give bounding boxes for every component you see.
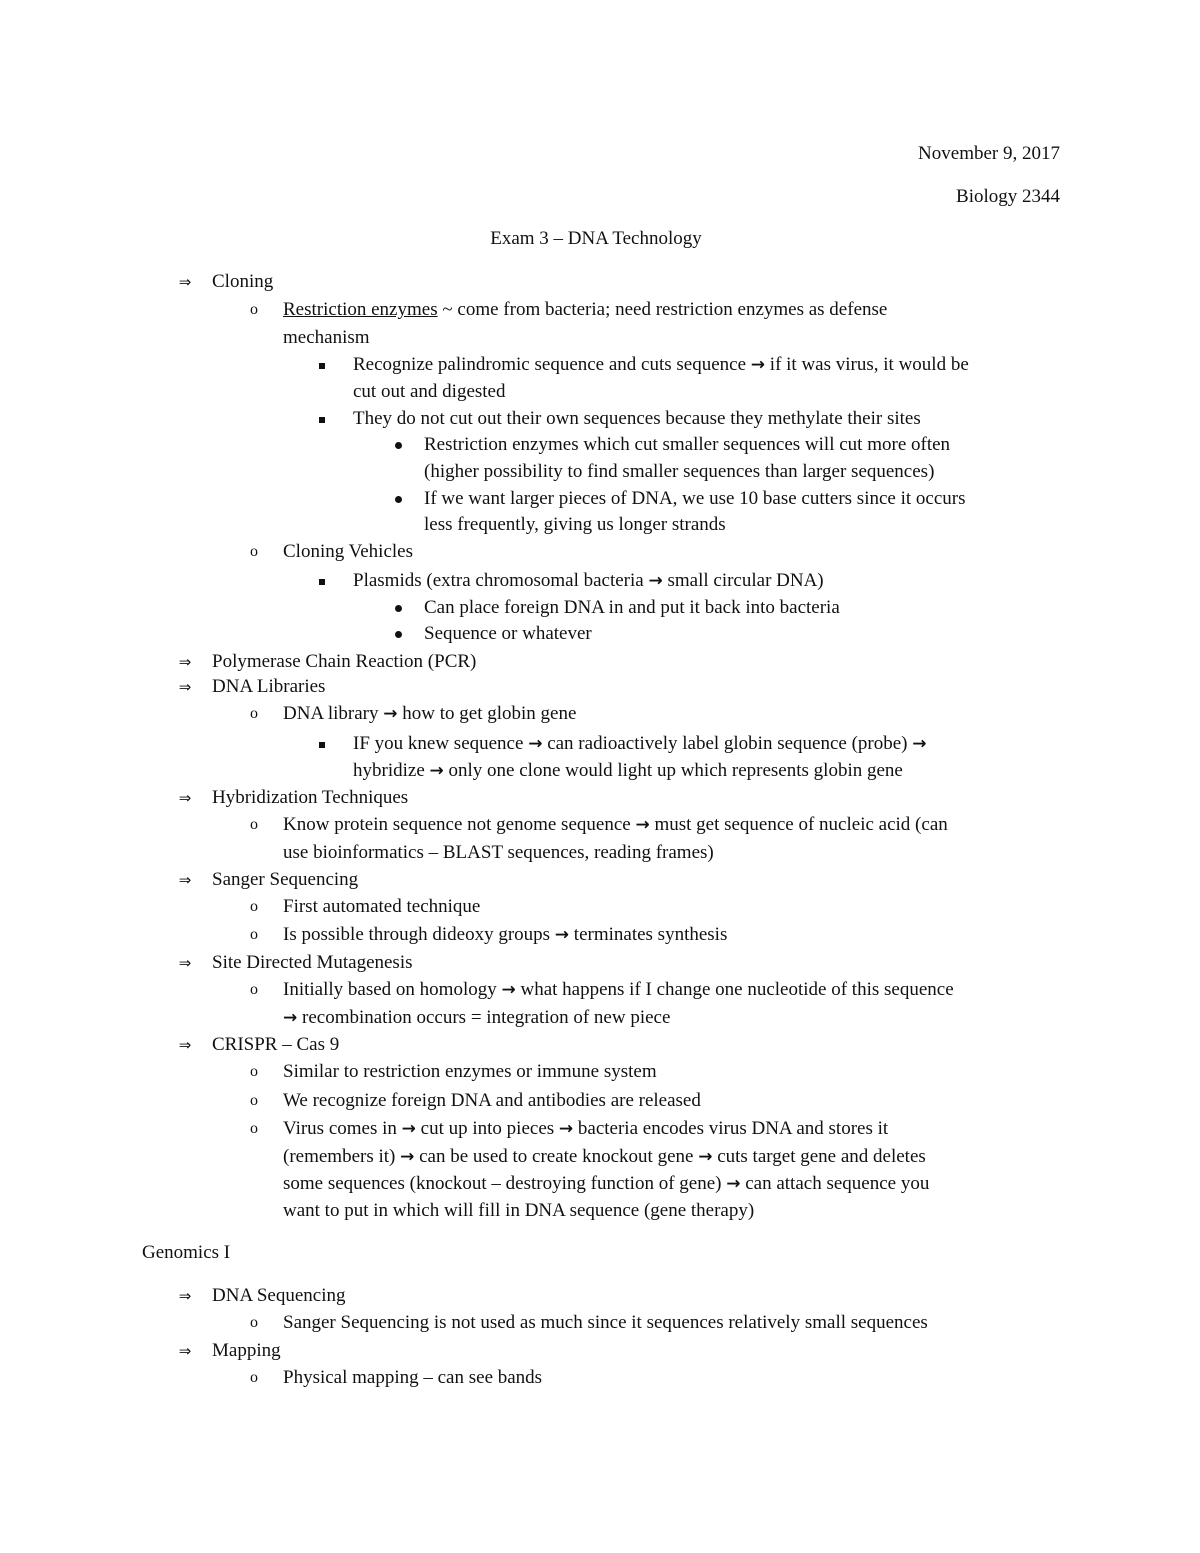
- dot-bullet-marker: [392, 487, 404, 511]
- square-bullet-marker: [317, 407, 327, 431]
- homology-line: [283, 978, 954, 1002]
- outline-heading-cloning: Cloning: [212, 271, 274, 292]
- square-bullet-marker: [317, 569, 327, 593]
- circle-bullet-marker: o: [250, 1369, 258, 1386]
- smaller-sequences-continued: (higher possibility to find smaller sequences than larger sequences): [424, 461, 935, 482]
- text-segment: can radioactively label globin sequence (probe): [542, 733, 913, 754]
- restriction-enzymes-definition: ~ come from bacteria; need restriction enzymes as defense: [437, 299, 888, 320]
- arrow-icon: →: [726, 1174, 741, 1194]
- text-segment: bacteria encodes virus DNA and stores it: [573, 1118, 889, 1139]
- circle-bullet-marker: o: [250, 1063, 258, 1080]
- square-bullet-marker: [317, 353, 327, 377]
- restriction-enzymes-term: Restriction enzymes: [283, 299, 438, 320]
- arrow-icon: →: [648, 571, 663, 591]
- text-segment: hybridize: [353, 760, 430, 781]
- section-heading-genomics: Genomics I: [142, 1242, 231, 1263]
- text-segment: Virus comes in: [283, 1118, 402, 1139]
- globin-probe-line: [353, 732, 927, 756]
- virus-line-4: want to put in which will fill in DNA sequence (gene therapy): [283, 1200, 755, 1221]
- level1-arrow-marker: ⇒: [178, 678, 192, 696]
- virus-line-2: [283, 1145, 926, 1169]
- cloning-vehicles-heading: Cloning Vehicles: [283, 541, 414, 562]
- dot-bullet-marker: [392, 596, 404, 620]
- dot-bullet-marker: [392, 622, 404, 646]
- level1-arrow-marker: ⇒: [178, 1342, 192, 1360]
- text-segment: only one clone would light up which represents globin gene: [443, 760, 903, 781]
- homology-continued: [283, 1006, 670, 1030]
- restriction-enzymes-line: [283, 298, 887, 322]
- palindromic-line: [353, 353, 969, 377]
- course-name: Biology 2344: [956, 186, 1060, 207]
- arrow-icon: →: [401, 1119, 416, 1139]
- sequence-whatever-line: Sequence or whatever: [424, 623, 592, 644]
- outline-heading-hybridization: Hybridization Techniques: [212, 787, 409, 808]
- text-segment: Know protein sequence not genome sequence: [283, 814, 636, 835]
- circle-bullet-marker: o: [250, 543, 258, 560]
- virus-line-3: [283, 1172, 929, 1196]
- arrow-icon: →: [383, 704, 398, 724]
- level1-arrow-marker: ⇒: [178, 273, 192, 291]
- level1-arrow-marker: ⇒: [178, 789, 192, 807]
- level1-arrow-marker: ⇒: [178, 653, 192, 671]
- text-segment: (remembers it): [283, 1146, 401, 1167]
- text-segment: how to get globin gene: [397, 703, 577, 724]
- text-segment: Recognize palindromic sequence and cuts sequence: [353, 354, 751, 375]
- text-segment: Is possible through dideoxy groups: [283, 924, 555, 945]
- level1-arrow-marker: ⇒: [178, 871, 192, 889]
- sanger-not-used-line: Sanger Sequencing is not used as much since it sequences relatively small sequences: [283, 1312, 928, 1333]
- circle-bullet-marker: o: [250, 898, 258, 915]
- immune-system-line: Similar to restriction enzymes or immune system: [283, 1061, 657, 1082]
- circle-bullet-marker: o: [250, 1092, 258, 1109]
- text-segment: cut up into pieces: [415, 1118, 559, 1139]
- text-segment: some sequences (knockout – destroying function of gene): [283, 1173, 727, 1194]
- arrow-icon: →: [283, 1008, 298, 1028]
- circle-bullet-marker: o: [250, 705, 258, 722]
- text-segment: terminates synthesis: [569, 924, 728, 945]
- protein-sequence-continued: use bioinformatics – BLAST sequences, reading frames): [283, 842, 714, 863]
- globin-probe-continued: [353, 759, 903, 783]
- outline-heading-crispr: CRISPR – Cas 9: [212, 1034, 340, 1055]
- arrow-icon: →: [912, 734, 927, 754]
- level1-arrow-marker: ⇒: [178, 954, 192, 972]
- base-cutters-line: If we want larger pieces of DNA, we use 10 base cutters since it occurs: [424, 488, 966, 509]
- restriction-enzymes-continued: mechanism: [283, 327, 370, 348]
- automated-technique-line: First automated technique: [283, 896, 481, 917]
- date: November 9, 2017: [918, 143, 1060, 164]
- level1-arrow-marker: ⇒: [178, 1287, 192, 1305]
- square-bullet-marker: [317, 732, 327, 756]
- arrow-icon: →: [750, 355, 766, 375]
- text-segment: small circular DNA): [662, 570, 824, 591]
- text-segment: must get sequence of nucleic acid (can: [649, 814, 948, 835]
- outline-heading-dna-sequencing: DNA Sequencing: [212, 1285, 346, 1306]
- arrow-icon: →: [400, 1147, 415, 1167]
- foreign-dna-line: Can place foreign DNA in and put it back into bacteria: [424, 597, 840, 618]
- text-segment: Plasmids (extra chromosomal bacteria: [353, 570, 649, 591]
- arrow-icon: →: [635, 815, 650, 835]
- text-segment: can be used to create knockout gene: [414, 1146, 699, 1167]
- text-segment: what happens if I change one nucleotide of this sequence: [515, 979, 954, 1000]
- circle-bullet-marker: o: [250, 1314, 258, 1331]
- text-segment: cuts target gene and deletes: [712, 1146, 926, 1167]
- antibodies-line: We recognize foreign DNA and antibodies are released: [283, 1090, 701, 1111]
- methylate-line: They do not cut out their own sequences because they methylate their sites: [353, 408, 921, 429]
- plasmids-line: [353, 569, 824, 593]
- circle-bullet-marker: o: [250, 926, 258, 943]
- circle-bullet-marker: o: [250, 1120, 258, 1137]
- level1-arrow-marker: ⇒: [178, 1036, 192, 1054]
- outline-heading-mapping: Mapping: [212, 1340, 281, 1361]
- arrow-icon: →: [528, 734, 543, 754]
- protein-sequence-line: [283, 813, 948, 837]
- text-segment: IF you knew sequence: [353, 733, 529, 754]
- dna-library-line: [283, 702, 576, 726]
- outline-heading-pcr: Polymerase Chain Reaction (PCR): [212, 651, 477, 672]
- text-segment: Initially based on homology: [283, 979, 502, 1000]
- physical-mapping-line: Physical mapping – can see bands: [283, 1367, 543, 1388]
- dot-bullet-marker: [392, 433, 404, 457]
- arrow-icon: →: [554, 925, 570, 945]
- arrow-icon: →: [429, 761, 444, 781]
- circle-bullet-marker: o: [250, 816, 258, 833]
- text-segment: recombination occurs = integration of new piece: [297, 1007, 671, 1028]
- outline-heading-dna-libraries: DNA Libraries: [212, 676, 326, 697]
- arrow-icon: →: [501, 980, 516, 1000]
- smaller-sequences-line: Restriction enzymes which cut smaller sequences will cut more often: [424, 434, 951, 455]
- page-title: Exam 3 – DNA Technology: [490, 228, 702, 249]
- text-segment: can attach sequence you: [740, 1173, 930, 1194]
- arrow-icon: →: [698, 1147, 713, 1167]
- arrow-icon: →: [558, 1119, 574, 1139]
- outline-heading-sanger: Sanger Sequencing: [212, 869, 359, 890]
- circle-bullet-marker: o: [250, 301, 258, 318]
- text-segment: DNA library: [283, 703, 384, 724]
- circle-bullet-marker: o: [250, 981, 258, 998]
- dideoxy-line: [283, 923, 727, 947]
- base-cutters-continued: less frequently, giving us longer strands: [424, 514, 726, 535]
- virus-line-1: [283, 1117, 888, 1141]
- text-segment: if it was virus, it would be: [765, 354, 969, 375]
- outline-heading-site-directed: Site Directed Mutagenesis: [212, 952, 413, 973]
- palindromic-continued: cut out and digested: [353, 381, 506, 402]
